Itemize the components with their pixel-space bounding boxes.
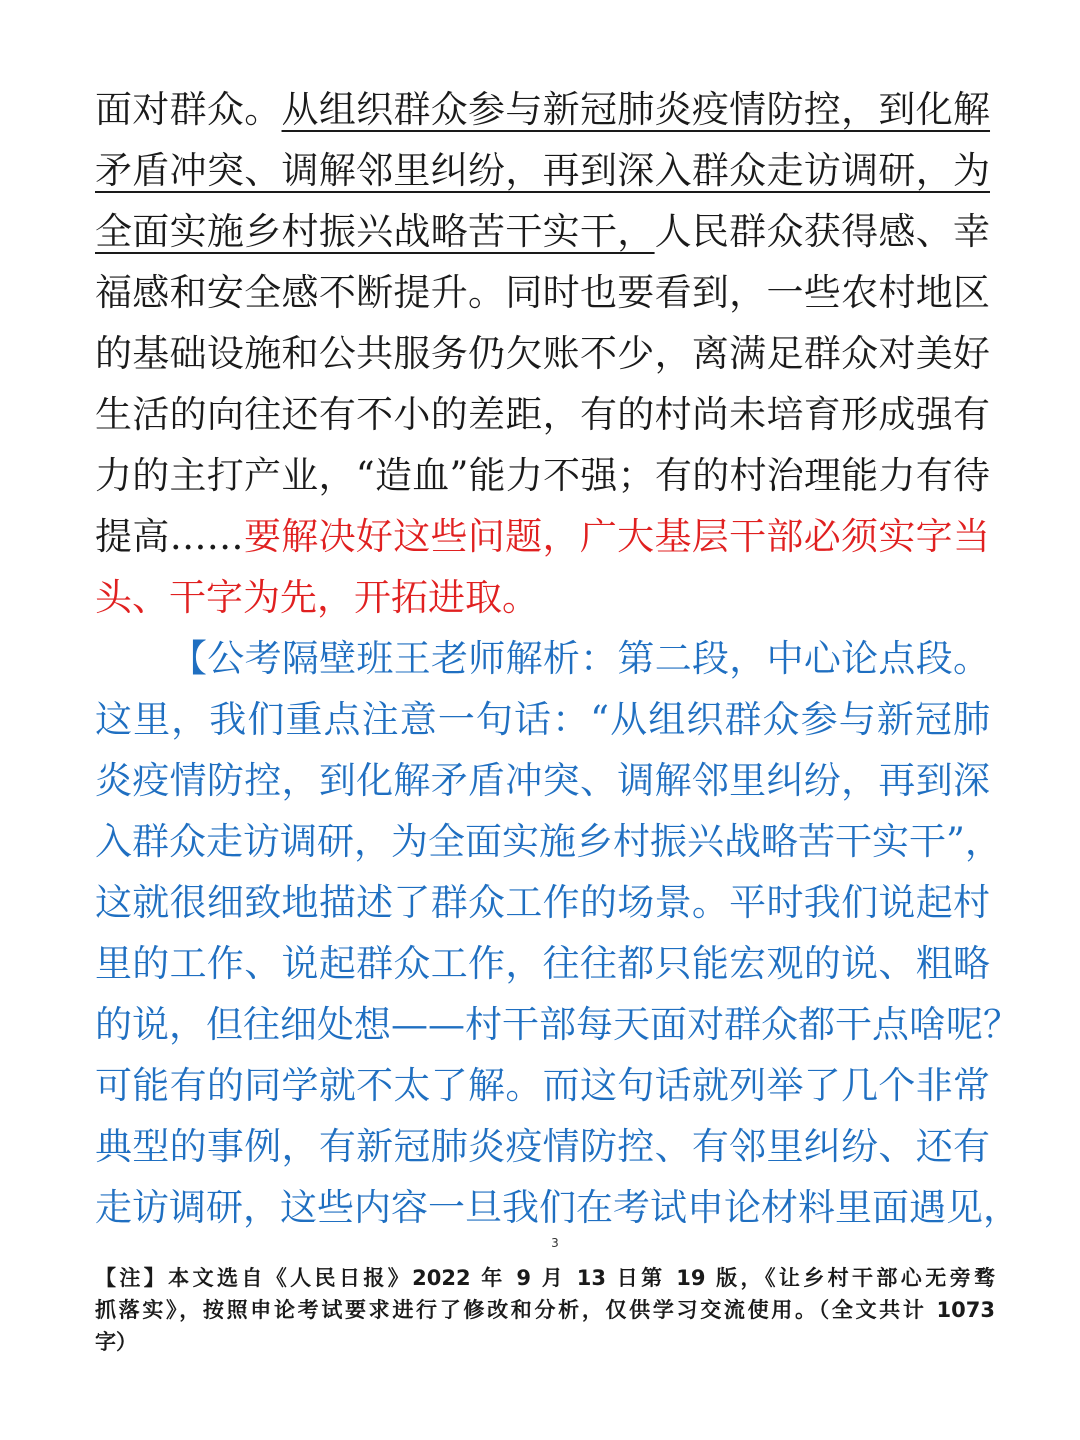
body-line-6: 生活的向往还有不小的差距，有的村尚未培育形成强有	[95, 393, 990, 436]
analysis-line-8: 可能有的同学就不太了解。而这句话就列举了几个非常	[95, 1064, 990, 1107]
analysis-line-1: 【公考隔壁班王老师解析：第二段，中心论点段。	[170, 637, 990, 680]
body-line-5: 的基础设施和公共服务仍欠账不少，离满足群众对美好	[95, 332, 990, 375]
underlined-text: 从组织群众参与新冠肺炎疫情防控，到化解	[281, 88, 991, 131]
analysis-line-7: 的说，但往细处想——村干部每天面对群众都干点啥呢？	[95, 1003, 1020, 1046]
underlined-text: 矛盾冲突、调解邻里纠纷，再到深入群众走访调研，为	[95, 149, 990, 192]
analysis-line-5: 这就很细致地描述了群众工作的场景。平时我们说起村	[95, 881, 990, 924]
body-line-4: 福感和安全感不断提升。同时也要看到，一些农村地区	[95, 271, 990, 314]
analysis-line-6: 里的工作、说起群众工作，往往都只能宏观的说、粗略	[95, 942, 990, 985]
page-number: 3	[551, 1236, 559, 1250]
analysis-line-3: 炎疫情防控，到化解矛盾冲突、调解邻里纠纷，再到深	[95, 759, 990, 802]
body-text: 人民群众获得感、幸	[654, 210, 991, 253]
footnote-line-3: 字）	[95, 1330, 137, 1354]
analysis-line-2: 这里，我们重点注意一句话：“从组织群众参与新冠肺	[95, 698, 990, 741]
body-line-2	[95, 141, 990, 201]
red-highlight-text: 要解决好这些问题，广大基层干部必须实字当	[243, 515, 991, 558]
body-line-3	[95, 202, 990, 262]
body-line-8	[95, 507, 990, 567]
body-text: 面对群众。	[95, 88, 282, 131]
body-line-7: 力的主打产业，“造血”能力不强；有的村治理能力有待	[95, 454, 990, 497]
body-line-1	[95, 80, 990, 140]
analysis-line-4: 入群众走访调研，为全面实施乡村振兴战略苦干实干”，	[95, 820, 1002, 863]
analysis-line-10: 走访调研，这些内容一旦我们在考试申论材料里面遇见，	[95, 1186, 1020, 1229]
body-line-9: 头、干字为先，开拓进取。	[95, 576, 539, 619]
analysis-line-9: 典型的事例，有新冠肺炎疫情防控、有邻里纠纷、还有	[95, 1125, 990, 1168]
body-text: 提高……	[95, 515, 244, 558]
footnote-line-1: 【注】本文选自《人民日报》2022 年 9 月 13 日第 19 版，《让乡村干部心无旁骛	[95, 1266, 995, 1290]
underlined-text: 全面实施乡村振兴战略苦干实干，	[95, 210, 655, 253]
footnote-line-2: 抓落实》，按照申论考试要求进行了修改和分析，仅供学习交流使用。（全文共计 1073	[95, 1298, 995, 1322]
